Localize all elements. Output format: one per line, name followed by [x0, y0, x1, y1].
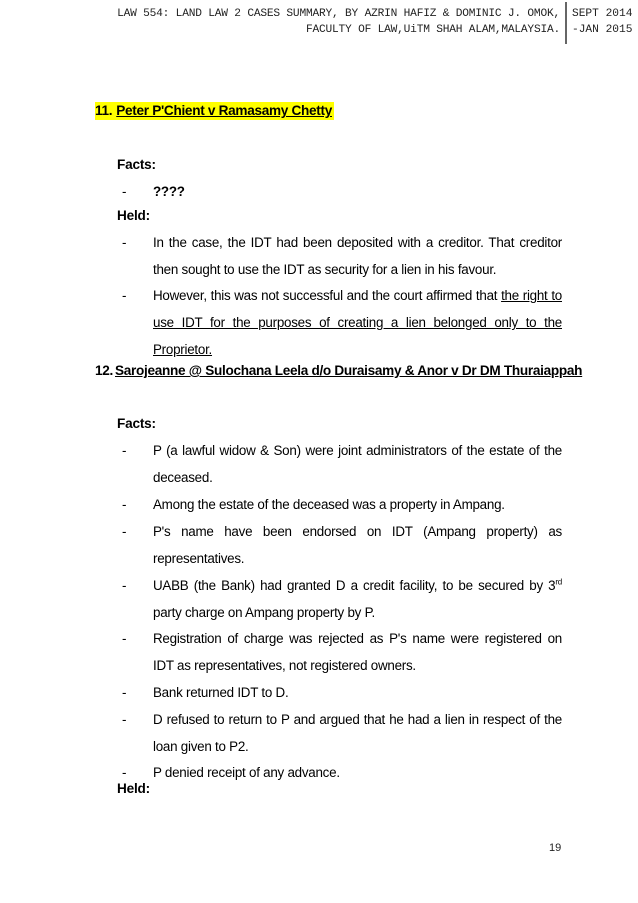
bullet-dash: - — [122, 524, 127, 539]
case-11-facts-label: Facts: — [117, 157, 156, 172]
header-date-line-1: SEPT 2014 — [572, 8, 633, 20]
case-12-fact-8-text: P denied receipt of any advance. — [153, 765, 340, 780]
case-12-fact-7-text: D refused to return to P and argued that he had a lien in respect of the loan given to P2. — [153, 712, 562, 754]
case-12-facts-label: Facts: — [117, 416, 156, 431]
case-11-fact-1-text: ???? — [153, 184, 185, 199]
bullet-dash: - — [122, 685, 127, 700]
case-12-fact-5-text: Registration of charge was rejected as P's name were registered on IDT as representatives, not registered owners. — [153, 631, 562, 673]
bullet-dash: - — [122, 497, 127, 512]
header-line-2: FACULTY OF LAW,UiTM SHAH ALAM,MALAYSIA. — [305, 24, 560, 36]
header-line-1: LAW 554: LAND LAW 2 CASES SUMMARY, BY AZRIN HAFIZ & DOMINIC J. OMOK, — [117, 8, 560, 20]
case-12-held-label: Held: — [117, 781, 150, 796]
case-12-fact-1-text: P (a lawful widow & Son) were joint administrators of the estate of the deceased. — [153, 443, 562, 485]
case-12-fact-4-part-a: UABB (the Bank) had granted D a credit facility, to be secured by 3 — [153, 578, 556, 593]
bullet-dash: - — [122, 578, 127, 593]
case-11-number: 11. — [95, 103, 113, 118]
case-12-heading — [95, 363, 582, 378]
bullet-dash: - — [122, 712, 127, 727]
bullet-dash: - — [122, 765, 127, 780]
case-11-held-1-text: In the case, the IDT had been deposited with a creditor. That creditor then sought to use the IDT as security for a lien in his favour. — [153, 235, 562, 277]
bullet-dash: - — [122, 184, 127, 199]
case-11-highlight — [95, 102, 334, 120]
bullet-dash: - — [122, 235, 127, 250]
bullet-dash: - — [122, 443, 127, 458]
case-11-heading — [95, 103, 334, 118]
bullet-dash: - — [122, 631, 127, 646]
case-12-fact-2-text: Among the estate of the deceased was a property in Ampang. — [153, 497, 505, 512]
case-12-fact-6-text: Bank returned IDT to D. — [153, 685, 289, 700]
page-number: 19 — [549, 842, 562, 854]
case-12-fact-4-sup: rd — [555, 577, 562, 587]
case-11-title: Peter P'Chient v Ramasamy Chetty — [116, 103, 332, 118]
header-divider — [565, 2, 567, 44]
case-11-held-label: Held: — [117, 208, 150, 223]
running-header — [80, 6, 560, 38]
case-11-held-2-underlined: the right to use IDT for the purposes of creating a lien belonged only to the Proprietor. — [153, 288, 562, 357]
case-11-held-2-plain: However, this was not successful and the court affirmed that — [153, 288, 502, 303]
case-12-fact-3-text: P's name have been endorsed on IDT (Ampang property) as representatives. — [153, 524, 562, 566]
header-date-line-2: -JAN 2015 — [572, 24, 633, 36]
header-date — [572, 6, 638, 38]
case-12-number: 12. — [95, 363, 113, 378]
bullet-dash: - — [122, 288, 127, 303]
case-12-fact-4-text — [153, 572, 562, 626]
case-11-held-2-text — [153, 282, 562, 363]
case-12-title: Sarojeanne @ Sulochana Leela d/o Duraisamy & Anor v Dr DM Thuraiappah — [115, 363, 583, 378]
case-12-fact-4-part-b: party charge on Ampang property by P. — [153, 605, 376, 620]
